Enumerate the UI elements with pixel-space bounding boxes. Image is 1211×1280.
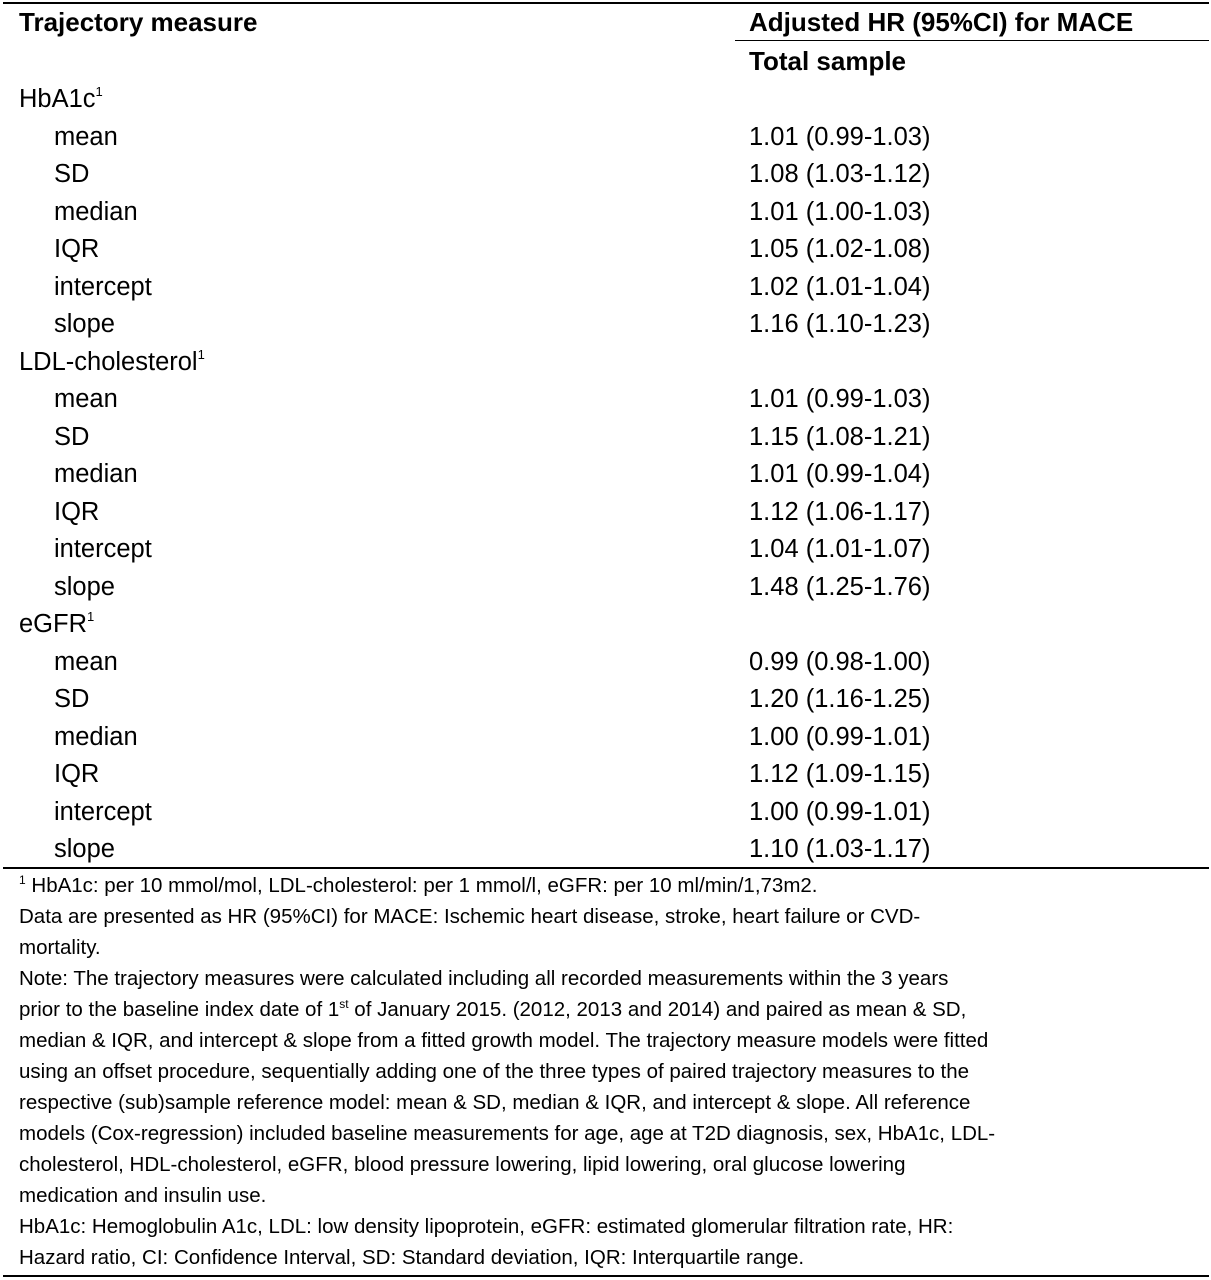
footnote-text: Hazard ratio, CI: Confidence Interval, SD: Standard deviation, IQR: Interquartile range. <box>19 1246 805 1269</box>
group-label-footnote-marker: 1 <box>95 84 103 99</box>
footnote-text: median & IQR, and intercept & slope from a fitted growth model. The trajectory measure models were fitted <box>19 1029 989 1052</box>
row-hr-value: 1.48 (1.25-1.76) <box>749 572 931 601</box>
group-label <box>19 346 205 376</box>
footnote-text: models (Cox-regression) included baseline measurements for age, age at T2D diagnosis, sex, HbA1c, LDL- <box>19 1122 996 1145</box>
footnote-line <box>19 1093 970 1114</box>
column-header-hr: Adjusted HR (95%CI) for MACE <box>749 7 1134 37</box>
footnote-line <box>19 873 818 897</box>
table-top-rule <box>3 2 1209 4</box>
row-hr-value: 1.00 (0.99-1.01) <box>749 797 931 826</box>
row-hr-value: 1.20 (1.16-1.25) <box>749 685 931 713</box>
footnote-text: medication and insulin use. <box>19 1184 267 1207</box>
footnote-line <box>19 938 101 959</box>
row-measure: intercept <box>54 797 152 826</box>
column-header-measure: Trajectory measure <box>19 7 258 37</box>
footnote-line <box>19 1155 905 1176</box>
row-hr-value: 1.10 (1.03-1.17) <box>749 835 931 863</box>
footnote-text: Note: The trajectory measures were calculated including all recorded measurements within the 3 years <box>19 967 949 990</box>
row-measure: slope <box>54 572 115 601</box>
footnote-text: prior to the baseline index date of 1 <box>19 998 340 1021</box>
footnote-line <box>19 1031 988 1052</box>
footnote-line <box>19 907 920 928</box>
group-label <box>19 84 103 113</box>
footnote-line <box>19 1217 953 1238</box>
row-hr-value: 1.01 (1.00-1.03) <box>749 197 931 226</box>
group-label-text: HbA1c <box>19 85 96 113</box>
row-measure: slope <box>54 310 115 338</box>
group-label-footnote-marker: 1 <box>197 346 205 362</box>
footnote-text: respective (sub)sample reference model: mean & SD, median & IQR, and intercept & slope. All reference <box>19 1091 971 1114</box>
row-measure: mean <box>54 122 118 151</box>
footnote-text-continued: of January 2015. (2012, 2013 and 2014) and paired as mean & SD, <box>348 998 967 1021</box>
footnote-text: using an offset procedure, sequentially adding one of the three types of paired trajectory measures to the <box>19 1060 970 1083</box>
footnote-line <box>19 1062 969 1083</box>
row-measure: mean <box>54 647 118 676</box>
row-hr-value: 1.05 (1.02-1.08) <box>749 235 931 263</box>
row-hr-value: 0.99 (0.98-1.00) <box>749 647 931 676</box>
row-hr-value: 1.02 (1.01-1.04) <box>749 272 931 301</box>
footnote-line <box>19 997 967 1021</box>
row-measure: SD <box>54 422 90 451</box>
group-label <box>19 609 95 638</box>
group-label-text: LDL-cholesterol <box>19 347 198 376</box>
footnote-marker: 1 <box>19 873 26 887</box>
footnote-line <box>19 1248 804 1269</box>
footnote-line <box>19 969 948 990</box>
row-hr-value: 1.00 (0.99-1.01) <box>749 722 931 751</box>
row-measure: median <box>54 722 138 751</box>
row-measure: mean <box>54 385 118 413</box>
row-hr-value: 1.16 (1.10-1.23) <box>749 310 931 338</box>
row-measure: intercept <box>54 535 152 563</box>
footnote-text: cholesterol, HDL-cholesterol, eGFR, blood pressure lowering, lipid lowering, oral glucose lowering <box>19 1153 906 1176</box>
column-subheader-total-sample: Total sample <box>749 46 907 76</box>
row-hr-value: 1.12 (1.09-1.15) <box>749 760 931 788</box>
row-measure: median <box>54 197 138 226</box>
row-measure: slope <box>54 835 115 863</box>
row-hr-value: 1.04 (1.01-1.07) <box>749 535 931 563</box>
table-body-bottom-rule <box>3 867 1209 869</box>
column-header-rule <box>735 40 1209 41</box>
row-hr-value: 1.01 (0.99-1.04) <box>749 460 931 488</box>
row-measure: IQR <box>54 235 100 263</box>
row-hr-value: 1.12 (1.06-1.17) <box>749 497 931 526</box>
row-measure: IQR <box>54 497 100 526</box>
row-measure: median <box>54 460 138 488</box>
footnote-text: HbA1c: Hemoglobulin A1c, LDL: low density lipoprotein, eGFR: estimated glomerular filtration rate, HR: <box>19 1215 954 1238</box>
footnote-line <box>19 1124 995 1145</box>
row-hr-value: 1.15 (1.08-1.21) <box>749 422 931 451</box>
row-measure: SD <box>54 160 90 188</box>
row-hr-value: 1.01 (0.99-1.03) <box>749 385 931 413</box>
ordinal-suffix: st <box>339 997 349 1011</box>
table-bottom-rule <box>3 1275 1209 1277</box>
footnote-line <box>19 1186 266 1207</box>
group-label-text: eGFR <box>19 610 88 638</box>
row-measure: IQR <box>54 760 100 788</box>
footnote-text: Data are presented as HR (95%CI) for MACE: Ischemic heart disease, stroke, heart failure or CVD- <box>19 905 921 928</box>
row-hr-value: 1.01 (0.99-1.03) <box>749 122 931 151</box>
row-measure: intercept <box>54 272 152 301</box>
row-measure: SD <box>54 685 90 713</box>
footnote-text: mortality. <box>19 936 101 959</box>
group-label-footnote-marker: 1 <box>87 609 95 624</box>
row-hr-value: 1.08 (1.03-1.12) <box>749 160 931 188</box>
footnote-text: HbA1c: per 10 mmol/mol, LDL-cholesterol: per 1 mmol/l, eGFR: per 10 ml/min/1,73m2. <box>25 874 818 897</box>
